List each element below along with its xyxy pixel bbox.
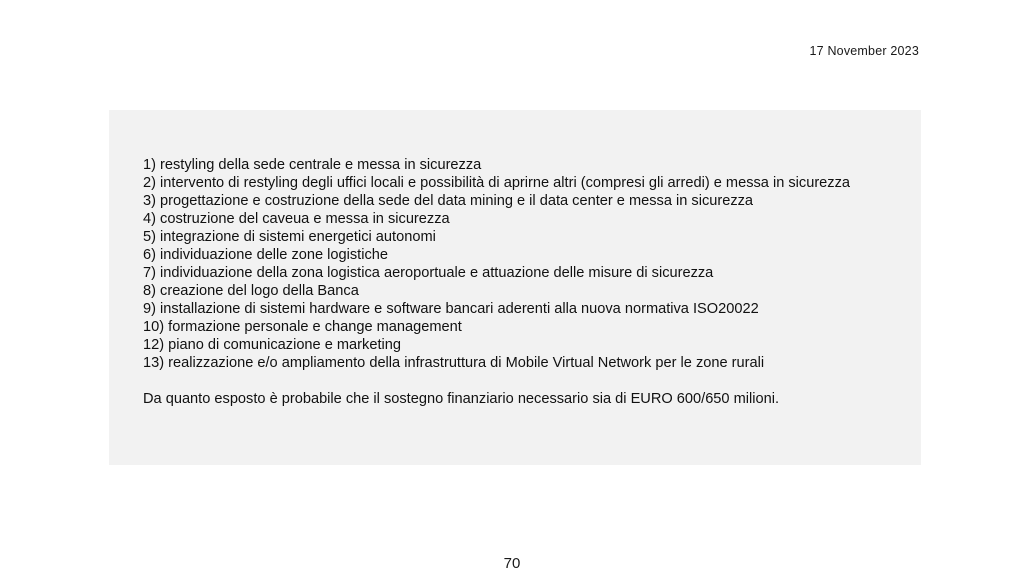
list-item: 12) piano di comunicazione e marketing xyxy=(143,337,401,353)
list-item: 2) intervento di restyling degli uffici locali e possibilità di aprirne altri (compresi gli arredi) e messa in sicurezza xyxy=(143,175,851,191)
list-item: 6) individuazione delle zone logistiche xyxy=(143,247,389,263)
list-item: 1) restyling della sede centrale e messa in sicurezza xyxy=(143,157,482,173)
requirements-list xyxy=(143,156,891,372)
list-item: 7) individuazione della zona logistica aeroportuale e attuazione delle misure di sicurezza xyxy=(143,265,714,281)
document-date: 17 November 2023 xyxy=(809,44,919,58)
list-item: 13) realizzazione e/o ampliamento della infrastruttura di Mobile Virtual Network per le zone rurali xyxy=(143,355,765,371)
list-item: 4) costruzione del caveua e messa in sicurezza xyxy=(143,211,450,227)
content-panel xyxy=(109,110,921,465)
funding-summary: Da quanto esposto è probabile che il sostegno finanziario necessario sia di EURO 600/650 milioni. xyxy=(143,391,780,407)
page-number: 70 xyxy=(503,555,521,572)
list-item: 9) installazione di sistemi hardware e software bancari aderenti alla nuova normativa ISO20022 xyxy=(143,301,759,317)
list-item: 3) progettazione e costruzione della sede del data mining e il data center e messa in sicurezza xyxy=(143,193,754,209)
list-item: 10) formazione personale e change management xyxy=(143,319,462,335)
list-item: 8) creazione del logo della Banca xyxy=(143,283,359,299)
list-item: 5) integrazione di sistemi energetici autonomi xyxy=(143,229,436,245)
